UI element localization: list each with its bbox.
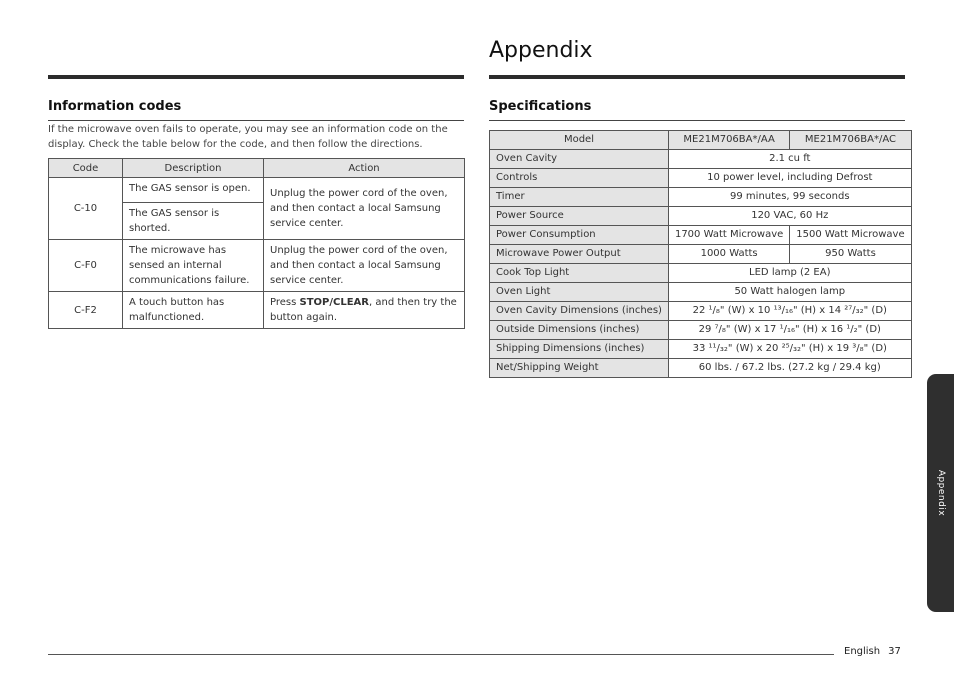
side-tab-label: Appendix: [935, 469, 946, 517]
spec-value: 2.1 cu ft: [668, 150, 911, 169]
column-header-code: Code: [49, 159, 123, 178]
table-row: [490, 359, 912, 378]
model-aa: ME21M706BA*/AA: [668, 131, 789, 150]
header-rule-left: [48, 75, 464, 79]
table-row: [490, 264, 912, 283]
table-row: [49, 292, 465, 329]
side-section-tab: [927, 374, 954, 612]
spec-label: Shipping Dimensions (inches): [490, 340, 669, 359]
footer-divider: [48, 654, 834, 655]
table-row: [490, 340, 912, 359]
header-rule-right: [489, 75, 905, 79]
table-row: [49, 240, 465, 292]
description-cell: A touch button has malfunctioned.: [123, 292, 264, 329]
action-cell: Unplug the power cord of the oven, and then contact a local Samsung service center.: [264, 240, 465, 292]
code-cell: C-F0: [49, 240, 123, 292]
description-cell: The GAS sensor is open.: [123, 178, 264, 203]
table-row: [490, 283, 912, 302]
action-cell: Unplug the power cord of the oven, and then contact a local Samsung service center.: [264, 178, 465, 240]
table-header-row: [49, 159, 465, 178]
spec-value-aa: 1000 Watts: [668, 245, 789, 264]
table-row: [490, 321, 912, 340]
page-title: Appendix: [489, 38, 593, 63]
code-cell: C-10: [49, 178, 123, 240]
table-row: [49, 178, 465, 203]
spec-value: LED lamp (2 EA): [668, 264, 911, 283]
spec-value: 33 ¹¹/₃₂" (W) x 20 ²⁵/₃₂" (H) x 19 ³/₈" (D): [668, 340, 911, 359]
table-row: [490, 169, 912, 188]
spec-value-aa: 1700 Watt Microwave: [668, 226, 789, 245]
information-codes-divider: [48, 120, 464, 121]
information-codes-intro: If the microwave oven fails to operate, you may see an information code on the display. Check the table below for the code, and then follow the directions.: [48, 124, 448, 150]
table-header-row: [490, 131, 912, 150]
specifications-divider: [489, 120, 905, 121]
spec-value: 50 Watt halogen lamp: [668, 283, 911, 302]
table-row: [490, 150, 912, 169]
specifications-table: [489, 130, 912, 378]
table-row: [490, 207, 912, 226]
spec-value: 10 power level, including Defrost: [668, 169, 911, 188]
spec-value: 120 VAC, 60 Hz: [668, 207, 911, 226]
column-header-description: Description: [123, 159, 264, 178]
spec-label: Oven Cavity: [490, 150, 669, 169]
spec-label: Outside Dimensions (inches): [490, 321, 669, 340]
description-cell: The GAS sensor is shorted.: [123, 203, 264, 240]
footer-language: English: [844, 646, 881, 657]
spec-value-ac: 1500 Watt Microwave: [790, 226, 911, 245]
spec-label: Timer: [490, 188, 669, 207]
table-row: [490, 302, 912, 321]
spec-label: Cook Top Light: [490, 264, 669, 283]
information-codes-heading: Information codes: [48, 99, 182, 114]
spec-label: Oven Light: [490, 283, 669, 302]
action-cell: [264, 292, 465, 329]
action-text: Press: [270, 297, 300, 308]
table-row: [490, 245, 912, 264]
spec-label: Oven Cavity Dimensions (inches): [490, 302, 669, 321]
stop-clear-label: STOP/CLEAR: [299, 297, 369, 308]
specifications-heading: Specifications: [489, 99, 592, 114]
table-row: [490, 226, 912, 245]
spec-value: 29 ⁷/₈" (W) x 17 ¹/₁₆" (H) x 16 ¹/₂" (D): [668, 321, 911, 340]
spec-label: Net/Shipping Weight: [490, 359, 669, 378]
spec-value: 99 minutes, 99 seconds: [668, 188, 911, 207]
column-header-action: Action: [264, 159, 465, 178]
table-row: [490, 188, 912, 207]
spec-label: Power Source: [490, 207, 669, 226]
model-label: Model: [490, 131, 669, 150]
information-codes-table: [48, 158, 465, 329]
description-cell: The microwave has sensed an internal communications failure.: [123, 240, 264, 292]
page-number: 37: [888, 646, 901, 657]
model-ac: ME21M706BA*/AC: [790, 131, 911, 150]
action-text: , and then try the button again.: [270, 297, 457, 323]
footer: [844, 646, 901, 657]
spec-label: Microwave Power Output: [490, 245, 669, 264]
spec-value-ac: 950 Watts: [790, 245, 911, 264]
spec-value: 22 ¹/₈" (W) x 10 ¹³/₁₆" (H) x 14 ²⁷/₃₂" (D): [668, 302, 911, 321]
spec-label: Power Consumption: [490, 226, 669, 245]
code-cell: C-F2: [49, 292, 123, 329]
spec-label: Controls: [490, 169, 669, 188]
spec-value: 60 lbs. / 67.2 lbs. (27.2 kg / 29.4 kg): [668, 359, 911, 378]
